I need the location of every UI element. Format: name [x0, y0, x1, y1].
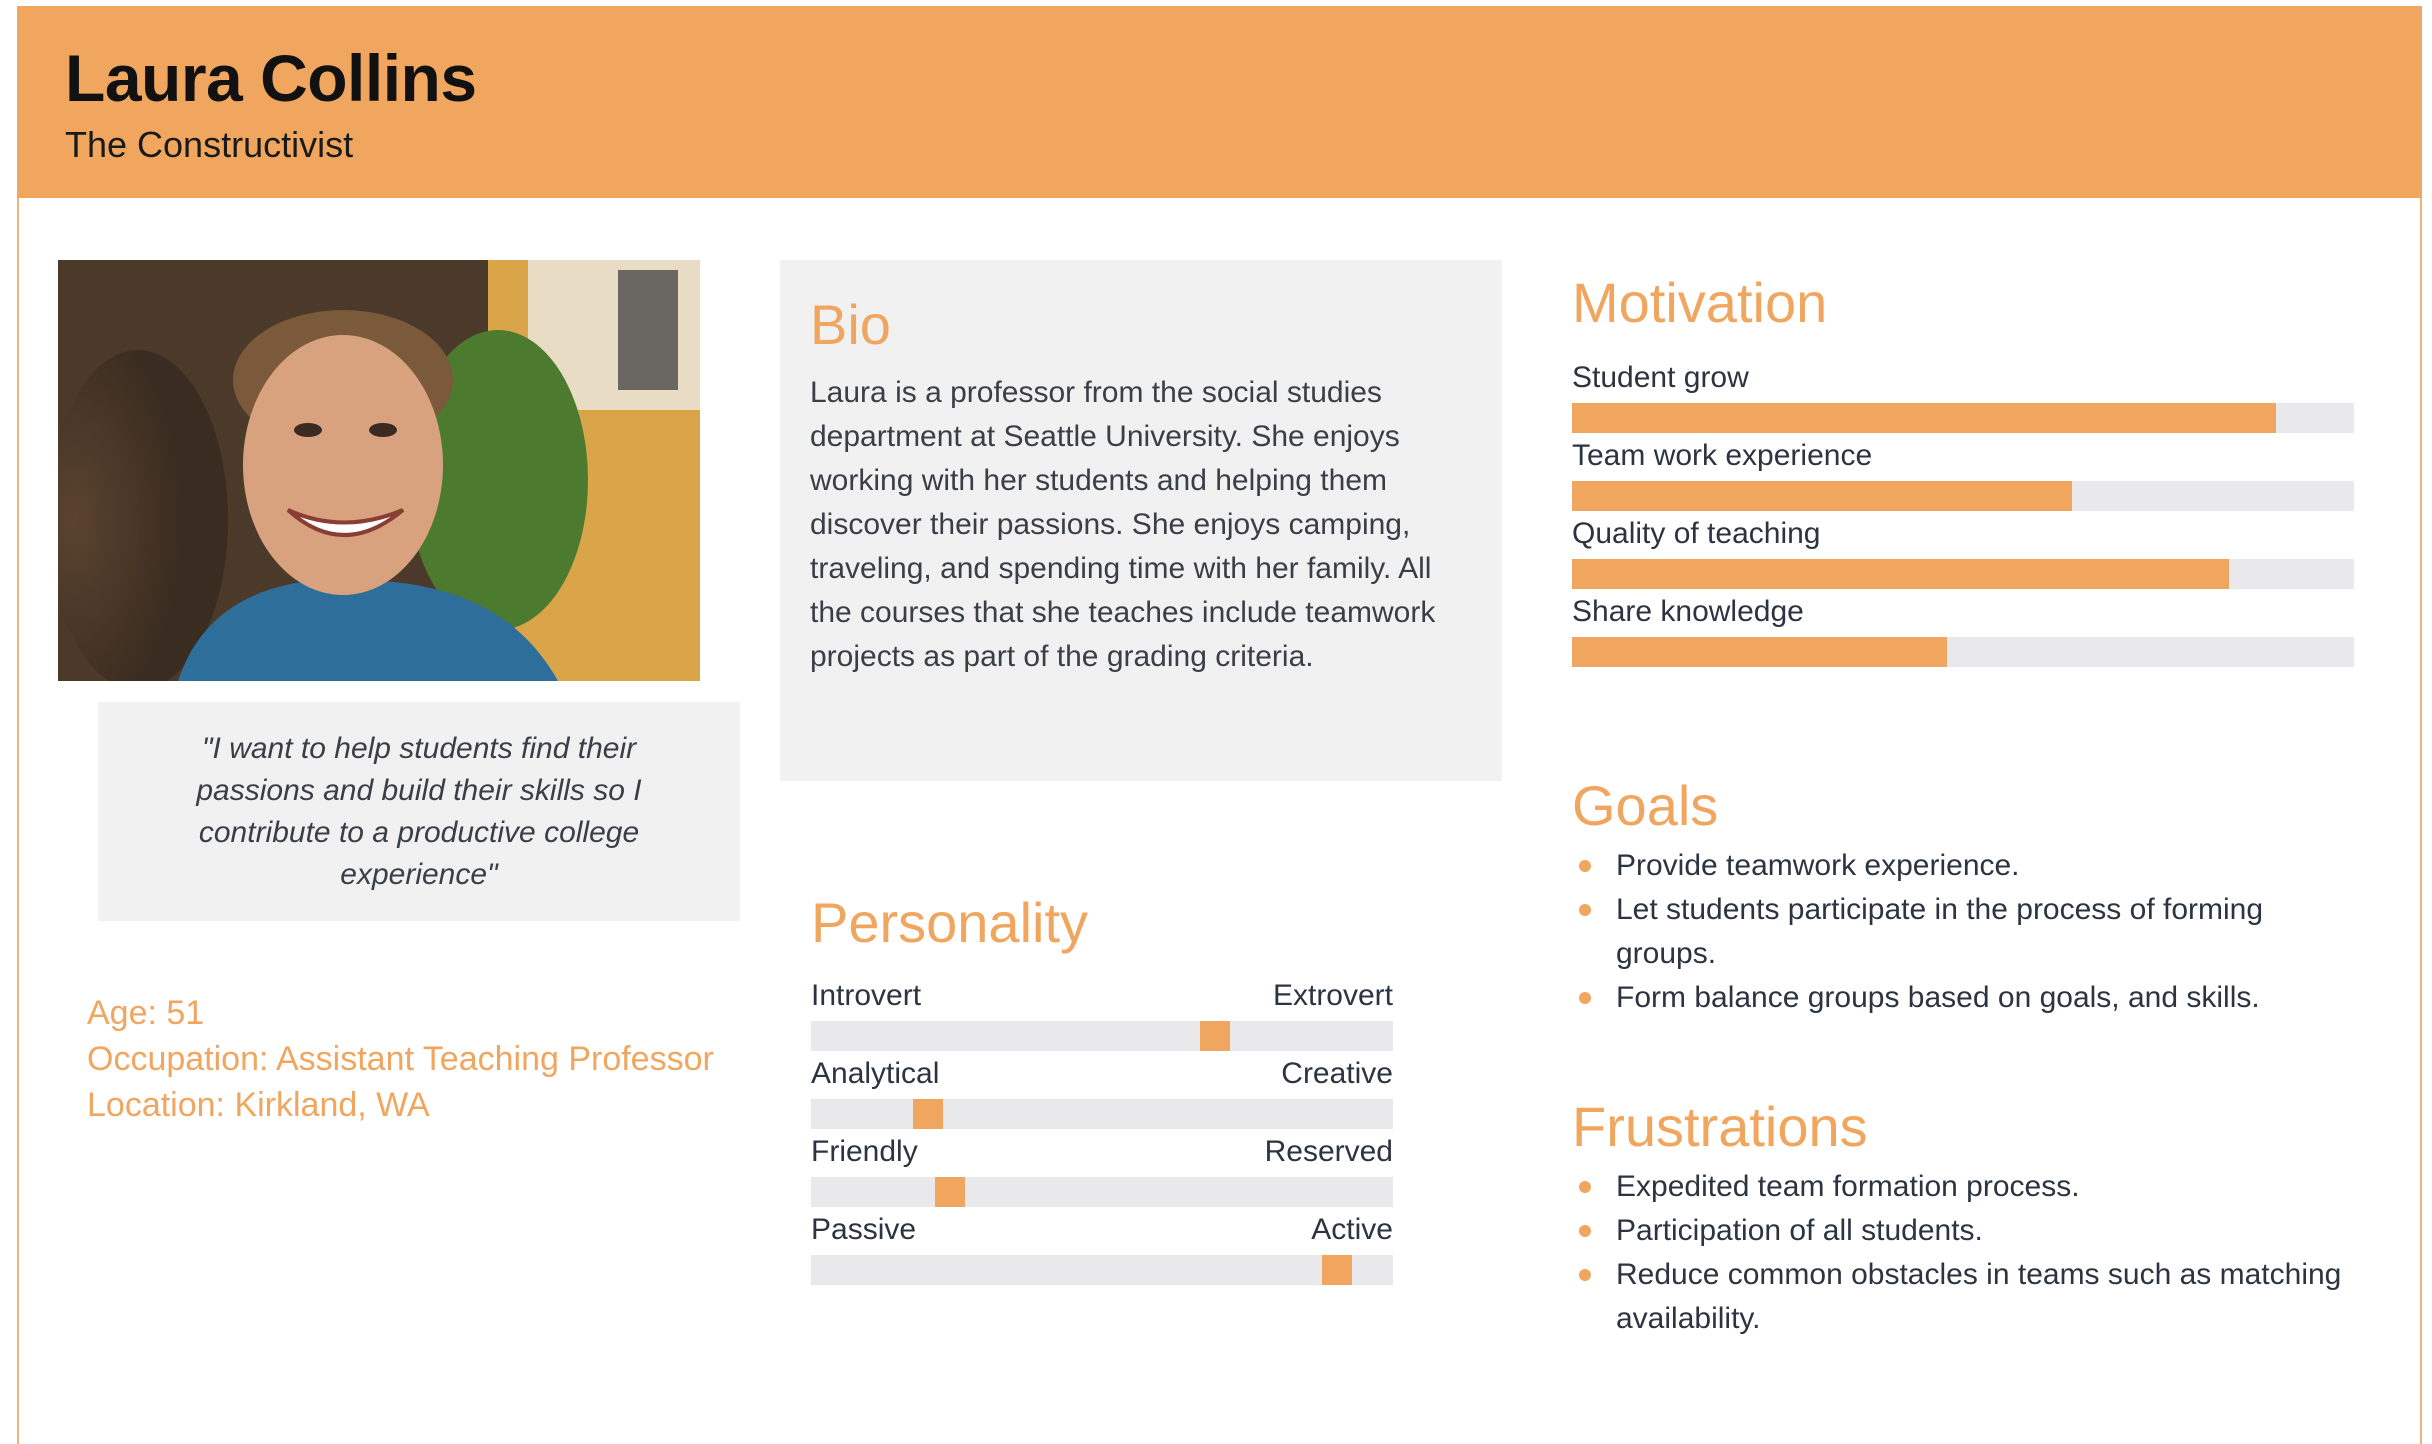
- trait-slider-marker: [913, 1099, 943, 1129]
- motivation-label: Share knowledge: [1572, 595, 1804, 628]
- goals-list: [1572, 844, 2354, 1020]
- motivation-item: [1572, 361, 2354, 439]
- bullet-icon: [1579, 860, 1591, 872]
- trait-left-label: Introvert: [811, 979, 922, 1012]
- trait-slider-track: [811, 1255, 1393, 1285]
- bio-section: [780, 260, 1502, 781]
- goal-item: Let students participate in the process of forming groups.: [1572, 888, 2354, 976]
- frustration-item: Participation of all students.: [1572, 1209, 2354, 1253]
- persona-archetype: The Constructivist: [65, 124, 354, 165]
- persona-occupation: Occupation: Assistant Teaching Professor: [87, 1040, 714, 1078]
- trait-slider-marker: [1322, 1255, 1352, 1285]
- motivation-bar-track: [1572, 559, 2354, 589]
- bio-title: Bio: [810, 293, 891, 356]
- persona-name: Laura Collins: [65, 41, 477, 115]
- motivation-bar-fill: [1572, 637, 1947, 667]
- motivation-bar-fill: [1572, 403, 2276, 433]
- goal-item: Provide teamwork experience.: [1572, 844, 2354, 888]
- frustration-item: Reduce common obstacles in teams such as matching availability.: [1572, 1253, 2354, 1341]
- trait-right-label: Creative: [1281, 1057, 1393, 1090]
- motivation-label: Student grow: [1572, 361, 1749, 394]
- frustration-item: Expedited team formation process.: [1572, 1165, 2354, 1209]
- personality-traits: [811, 979, 1393, 1291]
- persona-quote-box: [98, 702, 740, 921]
- motivation-bar-track: [1572, 637, 2354, 667]
- goals-section: [1572, 773, 2354, 1020]
- bullet-icon: [1579, 992, 1591, 1004]
- personality-trait: [811, 1135, 1393, 1213]
- motivation-items: [1572, 361, 2354, 673]
- persona-location: Location: Kirkland, WA: [87, 1086, 430, 1124]
- motivation-bar-track: [1572, 481, 2354, 511]
- frustrations-title: Frustrations: [1572, 1095, 1868, 1158]
- motivation-label: Quality of teaching: [1572, 517, 1821, 550]
- goal-item: Form balance groups based on goals, and skills.: [1572, 976, 2354, 1020]
- motivation-bar-track: [1572, 403, 2354, 433]
- personality-title: Personality: [811, 891, 1089, 954]
- personality-section: [811, 890, 1393, 1291]
- personality-trait: [811, 1213, 1393, 1291]
- motivation-label: Team work experience: [1572, 439, 1873, 472]
- motivation-item: [1572, 595, 2354, 673]
- persona-header: [17, 6, 2422, 198]
- trait-left-label: Analytical: [811, 1057, 940, 1090]
- trait-slider-marker: [1200, 1021, 1230, 1051]
- motivation-title: Motivation: [1572, 271, 1828, 334]
- motivation-section: [1572, 270, 2354, 673]
- bullet-icon: [1579, 1269, 1591, 1281]
- frustrations-list: [1572, 1165, 2354, 1341]
- trait-right-label: Reserved: [1264, 1135, 1393, 1168]
- bullet-icon: [1579, 904, 1591, 916]
- persona-photo: [58, 260, 700, 681]
- bullet-icon: [1579, 1225, 1591, 1237]
- bullet-icon: [1579, 1181, 1591, 1193]
- frustrations-section: [1572, 1094, 2354, 1341]
- trait-right-label: Active: [1311, 1213, 1393, 1246]
- motivation-item: [1572, 439, 2354, 517]
- persona-facts: [87, 990, 714, 1128]
- trait-left-label: Friendly: [811, 1135, 918, 1168]
- trait-left-label: Passive: [811, 1213, 917, 1246]
- personality-trait: [811, 1057, 1393, 1135]
- trait-slider-marker: [935, 1177, 965, 1207]
- persona-age: Age: 51: [87, 994, 205, 1032]
- bio-text: Laura is a professor from the social studies department at Seattle University. She enjoys working with her students and helping them discover their passions. She enjoys camping, traveling, and spending time with her family. All the courses that she teaches include teamwork projects as part of the grading criteria.: [810, 376, 1436, 673]
- motivation-bar-fill: [1572, 559, 2229, 589]
- personality-trait: [811, 979, 1393, 1057]
- motivation-bar-fill: [1572, 481, 2072, 511]
- trait-right-label: Extrovert: [1272, 979, 1393, 1012]
- trait-slider-track: [811, 1177, 1393, 1207]
- persona-quote: "I want to help students find their passions and build their skills so I contribute to a productive college experience": [196, 731, 642, 891]
- portrait-image: [58, 260, 700, 681]
- trait-slider-track: [811, 1021, 1393, 1051]
- trait-slider-track: [811, 1099, 1393, 1129]
- motivation-item: [1572, 517, 2354, 595]
- goals-title: Goals: [1572, 774, 1719, 837]
